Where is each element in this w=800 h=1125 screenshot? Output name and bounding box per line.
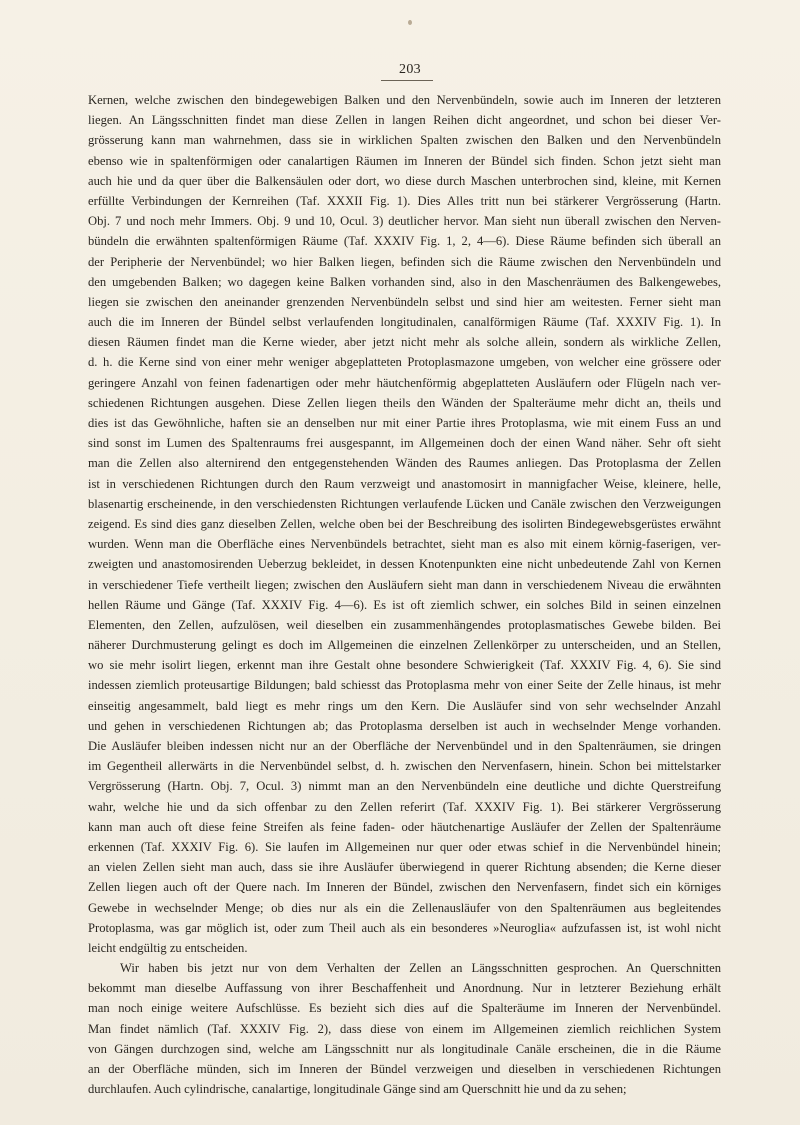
text-line: erkennen (Taf. XXXIV Fig. 6). Sie laufen im Allgemeinen nur quer oder etwas schief in die Nervenbündel hinein; bbox=[88, 839, 721, 854]
text-line: wo sie mehr isolirt liegen, erkennt man ihre Gestalt ohne besondere Schwierigkeit (Taf. XXXIV Fig. 4, 6). Sie sind bbox=[88, 658, 721, 673]
text-line: Wir haben bis jetzt nur von dem Verhalten der Zellen an Längsschnitten gesprochen. An Querschnitten bbox=[120, 961, 721, 976]
text-line: der Peripherie der Nervenbündel; wo hier Balken liegen, befinden sich die Räume zwischen den Nervenbündeln und bbox=[88, 254, 721, 269]
page-number-underline bbox=[381, 80, 433, 81]
text-line: kann man auch oft diese feine Streifen als feine faden- oder häutchenartige Ausläufer der Zellen der Spaltenräume bbox=[88, 819, 721, 834]
text-line: leicht endgültig zu entscheiden. bbox=[88, 940, 248, 955]
text-line: bekommt man dieselbe Auffassung von ihrer Beschaffenheit und Anordnung. Nur in letzterer Beziehung erhält bbox=[88, 981, 721, 996]
text-line: diesen Räumen findet man die Kerne wieder, aber jetzt nicht mehr als solche allein, sondern als wirkliche Zellen, bbox=[88, 335, 721, 350]
text-line: Obj. 7 und noch mehr Immers. Obj. 9 und 10, Ocul. 3) deutlicher hervor. Man sieht nun überall zwischen den Nerven- bbox=[88, 214, 721, 229]
text-line: man die Zellen also alternirend den entgegenstehenden Wänden des Raumes anliegen. Das Protoplasma der Zellen bbox=[88, 456, 721, 471]
text-line: hellen Räume und Gänge (Taf. XXXIV Fig. 4—6). Es ist oft ziemlich schwer, ein solches Bild in seinen einzelnen bbox=[88, 597, 721, 612]
text-line: bündeln die erwähnten spaltenförmigen Räume (Taf. XXXIV Fig. 1, 2, 4—6). Diese Räume befinden sich überall an bbox=[88, 234, 721, 249]
text-line: man noch einige weitere Aufschlüsse. Es bezieht sich dies auf die Spalteräume im Inneren der Nervenbündel. bbox=[88, 1001, 721, 1016]
text-line: zeigend. Es sind dies ganz dieselben Zellen, welche oben bei der Beschreibung des isolirten Bindegewebsgerüstes erwähnt bbox=[88, 516, 721, 531]
text-line: im Gegentheil allerwärts in die Nervenbündel selbst, d. h. zwischen den Nervenfasern, hinein. Schon bei mittelstarker bbox=[88, 759, 721, 774]
text-line: sind sonst im Lumen des Spaltenraums frei ausgespannt, im Allgemeinen doch der einen Wand näher. Sehr oft sieht bbox=[88, 436, 721, 451]
page-number: 203 bbox=[399, 62, 421, 77]
text-line: liegen. An Längsschnitten findet man diese Zellen in langen Reihen dicht angeordnet, und schon bei dieser Ver- bbox=[88, 113, 721, 128]
text-line: Die Ausläufer bleiben indessen nicht nur an der Oberfläche der Nervenbündel und in den Spaltenräumen, sie dringen bbox=[88, 739, 721, 753]
text-line: blasenartig erscheinende, in den verschiedensten Richtungen verlaufende Lücken und Canäle zwischen den Verzweigungen bbox=[88, 496, 721, 511]
text-line: Protoplasma, was gar möglich ist, oder zum Theil auch als ein besonderes »Neuroglia« aufzufassen ist, ist wohl nicht bbox=[88, 920, 721, 935]
text-line: indessen ziemlich proteusartige Bildungen; bald schiesst das Protoplasma mehr von einer Seite der Zelle hinaus, ist mehr bbox=[88, 678, 721, 693]
text-line: ebenso wie in spaltenförmigen oder canalartigen Räumen im Inneren der Bündel sich finden. Schon jetzt sieht man bbox=[88, 153, 721, 168]
text-line: Kernen, welche zwischen den bindegewebigen Balken und den Nervenbündeln, sowie auch im Inneren der letzteren bbox=[88, 93, 721, 107]
text-line: durchlaufen. Auch cylindrische, canalartige, longitudinale Gänge sind am Querschnitt hie und da zu sehen; bbox=[88, 1082, 627, 1097]
text-line: Gewebe in wechselnder Menge; ob dies nur als ein die Zellenausläufer von den Spaltenräumen aus begleitendes bbox=[88, 900, 721, 915]
paragraph-2 bbox=[88, 958, 721, 1099]
paper-speck bbox=[408, 20, 412, 25]
text-line: Vergrösserung (Hartn. Obj. 7, Ocul. 3) nimmt man an den Nervenbündeln eine deutliche und dichte Querstreifung bbox=[88, 779, 721, 794]
text-line: Man findet nämlich (Taf. XXXIV Fig. 2), dass diese von einem im Allgemeinen ziemlich reichlichen System bbox=[88, 1021, 721, 1036]
text-line: Elementen, den Zellen, aufzulösen, weil dieselben ein zusammenhängendes protoplasmatisches Gewebe bilden. Bei bbox=[88, 617, 721, 632]
paragraph-1 bbox=[88, 90, 721, 958]
text-line: d. h. die Kerne sind von einer mehr weniger abgeplatteten Protoplasmazone umgeben, von welcher eine grössere oder bbox=[88, 355, 721, 370]
text-line: wurden. Wenn man die Oberfläche eines Nervenbündels betrachtet, sieht man es also mit einem körnig-faserigen, ver- bbox=[88, 537, 721, 552]
text-line: auch die im Inneren der Bündel selbst verlaufenden longitudinalen, canalförmigen Räume (Taf. XXXIV Fig. 1). In bbox=[88, 315, 721, 330]
text-line: näherer Durchmusterung gelingt es doch im Allgemeinen die einzelnen Zellenkörper zu unterscheiden, und an Stellen, bbox=[88, 638, 721, 653]
text-line: in verschiedener Tiefe vertheilt liegen; zwischen den Ausläufern sieht man dann in verschiedenem Niveau die erwähnten bbox=[88, 577, 721, 592]
text-line: Zellen liegen auch oft der Quere nach. Im Inneren der Bündel, zwischen den Nervenfasern, findet sich ein körniges bbox=[88, 880, 721, 895]
text-line: geringere Anzahl von feinen fadenartigen oder mehr häutchenförmig abgeplatteten Ausläufern oder Flügeln nach ver- bbox=[88, 375, 721, 390]
text-line: ist in verschiedenen Richtungen durch den Raum verzweigt und anastomosirt in mannigfacher Weise, kleinere, helle, bbox=[88, 476, 721, 491]
text-line: wahr, welche hie und da sich offenbar zu den Zellen referirt (Taf. XXXIV Fig. 1). Bei stärkerer Vergrösserung bbox=[88, 799, 721, 814]
text-line: von Gängen durchzogen sind, welche am Längsschnitt nur als longitudinale Canäle erscheinen, die in die Räume bbox=[88, 1041, 721, 1056]
text-line: den umgebenden Balken; wo dagegen keine Balken vorhanden sind, also in den Maschenräumen des Balkengewebes, bbox=[88, 274, 721, 289]
text-line: zweigten und anastomosirenden Ueberzug bekleidet, in dessen Knotenpunkten eine nicht unbedeutende Zahl von Kernen bbox=[88, 557, 721, 572]
text-line: an der Oberfläche münden, sich im Inneren der Bündel verzweigen und dieselben in verschiedenen Richtungen bbox=[88, 1062, 721, 1076]
text-line: auch hie und da quer über die Balkensäulen oder dort, wo diese durch Maschen unterbrochen sind, kleine, mit Kernen bbox=[88, 173, 721, 188]
body-text bbox=[88, 90, 721, 1099]
text-line: erfüllte Verbindungen der Kernreihen (Taf. XXXII Fig. 1). Dies Alles tritt nun bei stärkerer Vergrösserung (Hartn. bbox=[88, 193, 721, 208]
text-line: dies ist das Gewöhnliche, haften sie an denselben nur mit einer Partie ihres Protoplasma, wie mit einem Fuss an und bbox=[88, 416, 721, 430]
text-line: schiedenen Richtungen ausgehen. Diese Zellen liegen theils den Wänden der Spalteräume mehr dicht an, theils und bbox=[88, 395, 721, 410]
text-line: liegen sie zwischen den aneinander grenzenden Nervenbündeln selbst und sind hier am weitesten. Ferner sieht man bbox=[88, 294, 721, 309]
text-line: einseitig angesammelt, bald liegt es mehr rings um den Kern. Die Ausläufer sind von sehr wechselnder Anzahl bbox=[88, 698, 721, 713]
text-line: an vielen Zellen sieht man auch, dass sie ihre Ausläufer überwiegend in querer Richtung absenden; die Kerne dieser bbox=[88, 860, 721, 875]
text-line: grösserung kann man wahrnehmen, dass sie in wirklichen Spalten zwischen den Balken und den Nervenbündeln bbox=[88, 133, 721, 148]
text-line: und gehen in verschiedenen Richtungen ab; das Protoplasma derselben ist auch in wechselnder Menge vorhanden. bbox=[88, 718, 721, 733]
